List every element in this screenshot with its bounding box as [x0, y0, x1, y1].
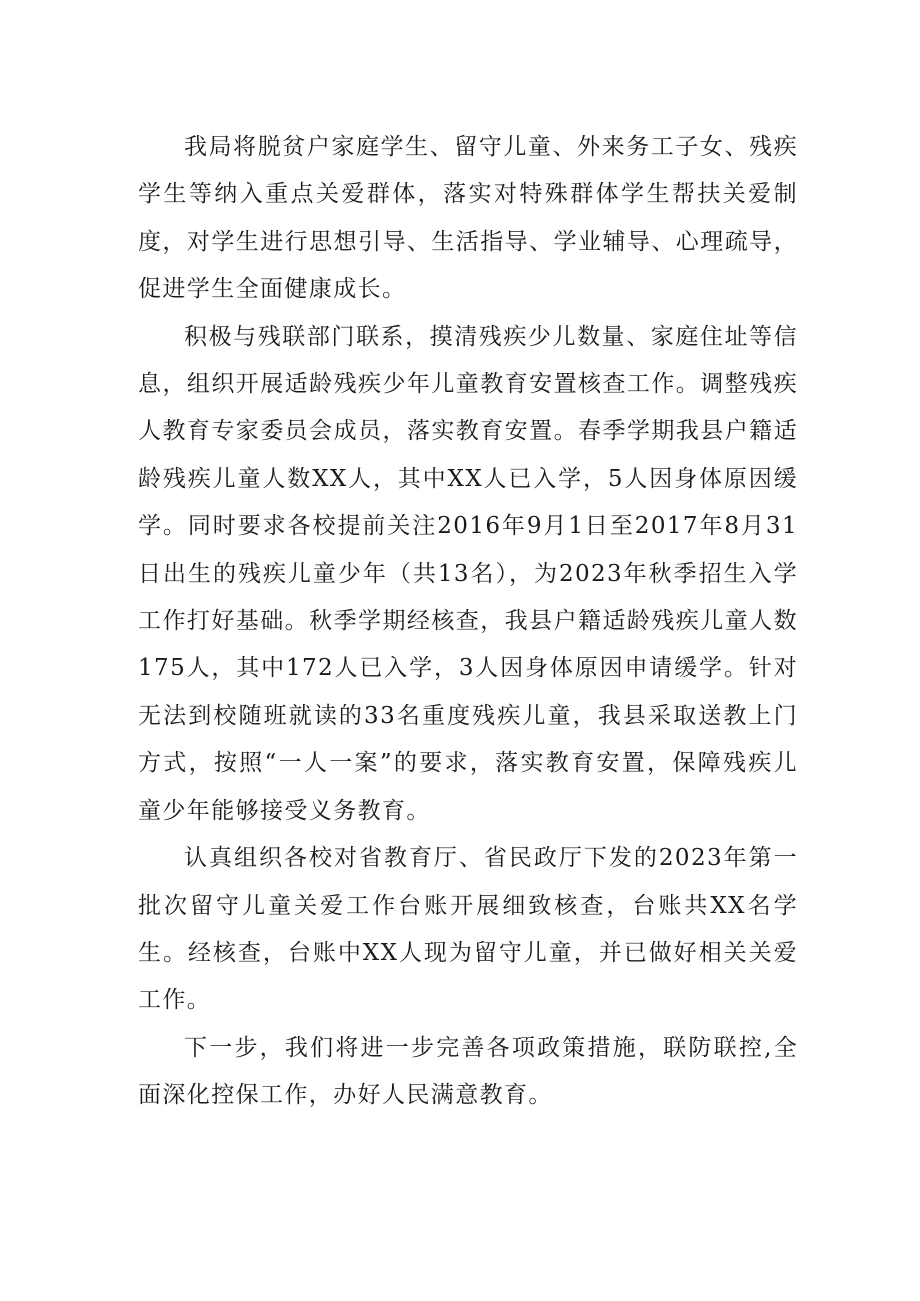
paragraph-left-behind-children: 认真组织各校对省教育厅、省民政厅下发的2023年第一批次留守儿童关爱工作台账开展细致核查，台账共XX名学生。经核查，台账中XX人现为留守儿童，并已做好相关关爱工作。: [138, 845, 798, 1014]
paragraph-care-groups: 我局将脱贫户家庭学生、留守儿童、外来务工子女、残疾学生等纳入重点关爱群体，落实对特殊群体学生帮扶关爱制度，对学生进行思想引导、生活指导、学业辅导、心理疏导，促进学生全面健康成长。: [138, 134, 798, 303]
document-body: [138, 124, 798, 1120]
paragraph-next-steps: 下一步，我们将进一步完善各项政策措施，联防联控,全面深化控保工作，办好人民满意教育。: [138, 1034, 798, 1109]
paragraph-disabled-children: 积极与残联部门联系，摸清残疾少儿数量、家庭住址等信息，组织开展适龄残疾少年儿童教育安置核查工作。调整残疾人教育专家委员会成员，落实教育安置。春季学期我县户籍适龄残疾儿童人数XX人，其中XX人已入学，5人因身体原因缓学。同时要求各校提前关注2016年9月1日至2017年8月31日出生的残疾儿童少年（共13名），为2023年秋季招生入学工作打好基础。秋季学期经核查，我县户籍适龄残疾儿童人数175人，其中172人已入学，3人因身体原因申请缓学。针对无法到校随班就读的33名重度残疾儿童，我县采取送教上门方式，按照“一人一案”的要求，落实教育安置，保障残疾儿童少年能够接受义务教育。: [138, 323, 798, 824]
